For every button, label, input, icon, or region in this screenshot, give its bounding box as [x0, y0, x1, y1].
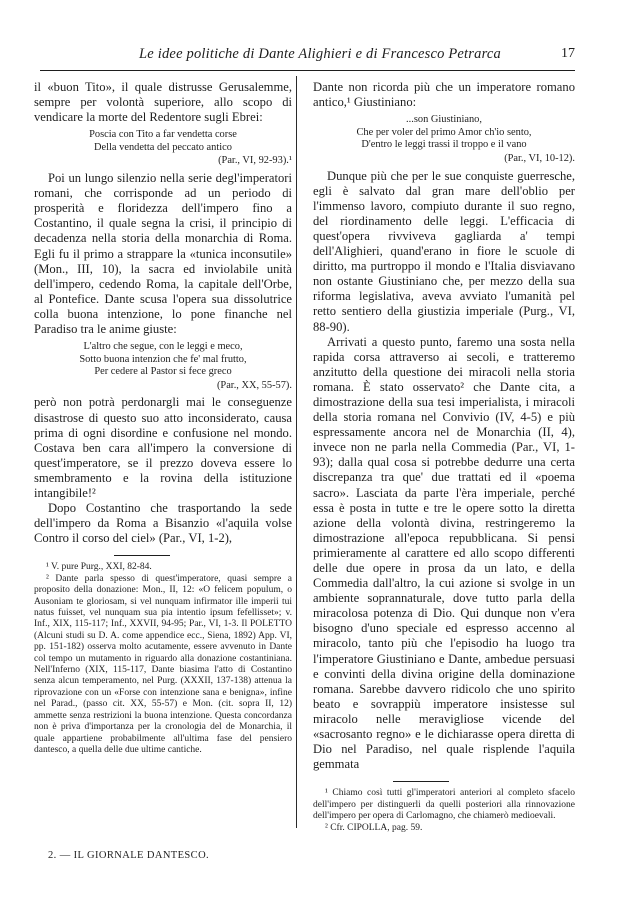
page-number: 17: [561, 46, 575, 61]
signature-mark: 2. — IL GIORNALE DANTESCO.: [48, 850, 210, 861]
quote-line: Poscia con Tito a far vendetta corse: [89, 129, 237, 141]
footnote: ² Dante parla spesso di quest'imperatore, quasi sempre a proposito della donazione: Mon., II, 12: «O felicem populum, o Ausoniam te gloriosam, si vel nunquam infirmator ille imperii tui natus fuisset, vel nunquam sua pia intentio ipsum fefellisset»; v. Inf., XIX, 115-117; Inf., XXVII, 94-95; Par., VI, 1-3. Il POLETTO (Alcuni studi su D. A. come appendice ecc., Siena, 1892) App. VI, pp. 151-182) osserva molto acutamente, essere avvenuto in Dante col tempo un mutamento in riguardo alla donazione costantiniana. Nell'Inferno (XIX, 115-117, Dante biasima l'atto di Costantino senza alcun temperamento, nel Purg. (XXXII, 137-138) attenua la riprovazione con un «Forse con intenzione sana e benigna», infine nel Parad., (passo cit. XX, 55-57) e Mon. (cit. sopra II, 12) ammette senza restrizioni la buona intenzione. Questa concordanza non è priva d'importanza per la cronologia del de Monarchia, il quale appartiene probabilmente all'ultima fase del pensiero dantesco, a quella delle due ultime cantiche.: [34, 573, 292, 755]
right-quote-1: [313, 114, 575, 165]
left-quote-1: [34, 129, 292, 168]
quote-line: Per cedere al Pastor si fece greco: [94, 366, 232, 378]
quote-line: ...son Giustiniano,: [406, 114, 482, 126]
running-header: [40, 46, 575, 68]
right-paragraph-2: Dunque più che per le sue conquiste guerresche, egli è salvato dal gran mare dell'oblio per l'immenso lavoro, compiuto durante il suo regno, del riordinamento delle leggi. L'efficacia di quest'opera rivviveva gagliarda a' tempi dell'Alighieri, quand'erano in fiore le scuole di diritto, ma purtroppo il mondo e l'Italia disviavano non ostante Giustiniano che, per mezzo della sua riforma legislativa, aveva avviato l'umanità pel retto sentiero della giustizia imperiale (Purg., VI, 88-90).: [313, 168, 575, 334]
quote-citation: (Par., VI, 92-93).¹: [218, 155, 292, 167]
quote-citation: (Par., XX, 55-57).: [216, 379, 292, 391]
quote-line: D'entro le leggi trassi il troppo e il vano: [361, 139, 527, 151]
quote-line: Della vendetta del peccato antico: [94, 141, 232, 153]
right-column: [313, 80, 575, 834]
footnote: ¹ Chiamo così tutti gl'imperatori anteriori al completo sfacelo dell'impero per distinguerli da quelli posteriori alla rinnovazione dell'impero per opera di Carlomagno, che chiamerò medioevali.: [313, 788, 575, 822]
quote-citation: (Par., VI, 10-12).: [504, 152, 575, 164]
footnote-rule: [393, 781, 449, 782]
quote-line: Che per voler del primo Amor ch'io sento,: [356, 126, 532, 138]
footnote: ¹ V. pure Purg., XXI, 82-84.: [46, 562, 152, 573]
quote-line: Sotto buona intenzion che fe' mal frutto,: [79, 353, 247, 365]
footnote: ² Cfr. CIPOLLA, pag. 59.: [325, 822, 423, 833]
column-divider: [296, 76, 297, 828]
left-paragraph-3: però non potrà perdonargli mai le conseguenze disastrose di questo suo atto inconsiderato, causa prima di ogni disordine e confusione nel mondo. Costava ben cara all'impero la conversione di quest'imperatore, se il prezzo doveva essere lo smembramento e la rovina della istituzione intangibile!²: [34, 395, 292, 501]
left-column: [34, 80, 292, 756]
left-paragraph-2: Poi un lungo silenzio nella serie degl'imperatori romani, che corrisponde ad un periodo di prosperità e floridezza dell'impero fino a Costantino, il quale segna la crisi, il principio di decadenza nella storia della monarchia di Roma. Egli fu il primo a strappare la «tunica inconsutile» (Mon., III, 10), la sacra ed inviolabile unità dell'impero, cedendo Roma, la capitale dell'Orbe, al Pontefice. Dante scusa l'opera sua dissolutrice colla buona intenzione, lo pone finanche nel Paradiso tra le anime giuste:: [34, 171, 292, 336]
right-paragraph-3: Arrivati a questo punto, faremo una sosta nella rapida corsa attraverso ai secoli, e tratteremo anzitutto della questione dei miracoli nella storia romana. È stato osservato² che Dante cita, a dimostrazione della sua tesi imperialista, i miracoli della storia romana nel Convivio (IV, 4-5) e più espressamente ancora nel de Monarchia (II, 4), invece non ne parla nella Commedia (Par., VI, 1-93); dalla qual cosa si potrebbe dedurre una certa discrepanza tra que' due trattati ed il «poema sacro». Lasciata da parte l'èra imperiale, perché essa è posta in tutte e tre le opere sotto la diretta azione della volontà divina, restringeremo la dimostrazione all'epoca repubblicana. Si pensi primieramente al carattere ed allo scopo differenti delle due opere in prosa da un lato, e della Commedia dall'altro, la cui azione si svolge in un ambiente soprannaturale, dove tutto parla della miracolosa potenza di Dio. Qui dunque non v'era bisogno d'uno speciale ed espresso accenno al miracolo, tanto più che l'episodio ha luogo tra l'imperatore Giustiniano e Dante, ambedue persuasi e convinti della divina origine della dominazione romana. Sarebbe davvero ridicolo che uno spirito beato e sovrappiù imperatore insistesse sul miracolo nelle meravigliose vicende del «sacrosanto regno» e le dichiarasse opera diretta di Dio nel Paradiso, nel quale risplende l'aquila gemmata: [313, 334, 575, 772]
left-quote-2: [34, 341, 292, 392]
left-paragraph-1: il «buon Tito», il quale distrusse Gerusalemme, sempre per volontà superiore, allo scopo di vendicare la morte del Redentore sugli Ebrei:: [34, 80, 292, 125]
footnote-rule: [114, 555, 170, 556]
left-paragraph-4: Dopo Costantino che trasportando la sede dell'impero da Roma a Bisanzio «l'aquila volse Contro il corso del ciel» (Par., VI, 1-2),: [34, 501, 292, 546]
quote-line: L'altro che segue, con le leggi e meco,: [83, 341, 243, 353]
right-paragraph-1: Dante non ricorda più che un imperatore romano antico,¹ Giustiniano:: [313, 80, 575, 110]
running-title: Le idee politiche di Dante Alighieri e di Francesco Petrarca: [139, 46, 501, 62]
header-rule: [40, 70, 575, 71]
